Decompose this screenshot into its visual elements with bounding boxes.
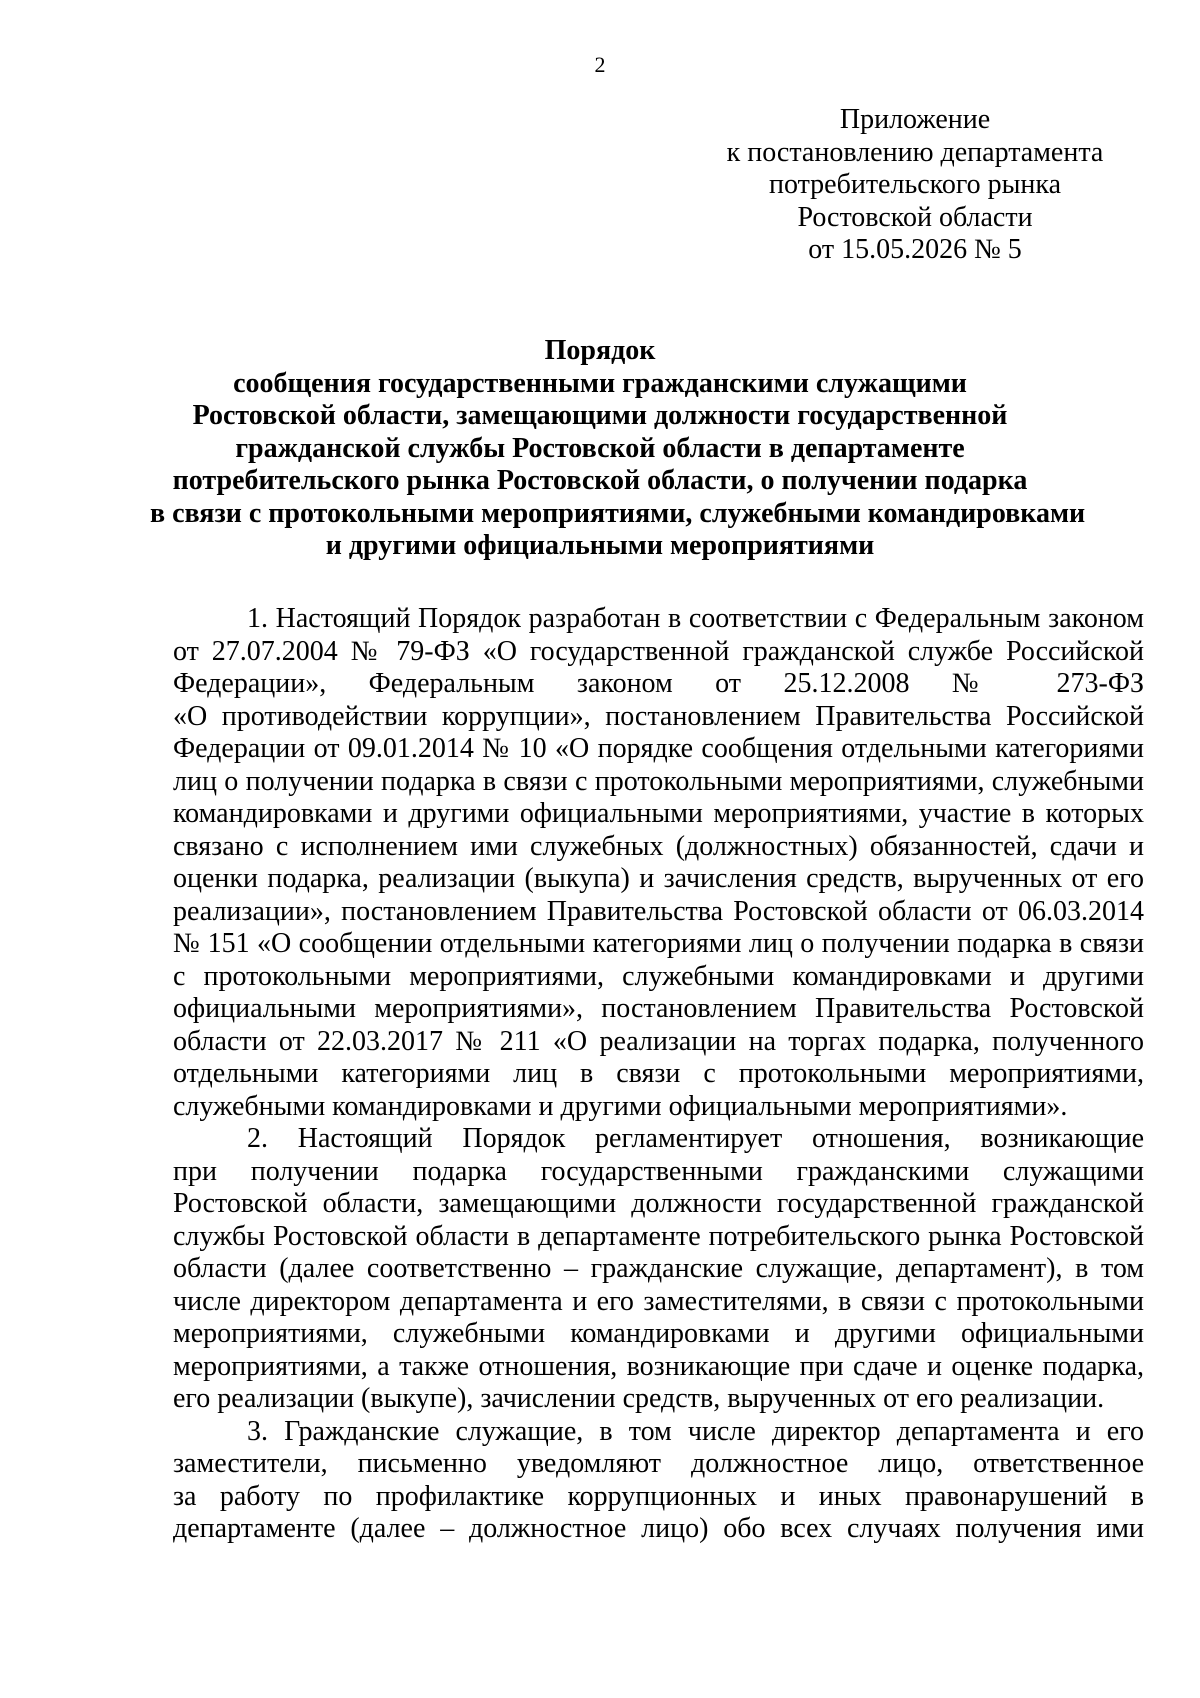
body-line: мероприятиями, а также отношения, возникающие при сдаче и оценке подарка, bbox=[173, 1350, 1144, 1382]
body-line: 1. Настоящий Порядок разработан в соответствии с Федеральным законом bbox=[247, 603, 1144, 634]
title-line: гражданской службы Ростовской области в департаменте bbox=[235, 432, 965, 464]
body-line: 3. Гражданские служащие, в том числе директор департамента и его bbox=[247, 1415, 1144, 1447]
body-line: мероприятиями, служебными командировками и другими официальными bbox=[173, 1318, 1144, 1349]
appendix-line: потребительского рынка bbox=[768, 169, 1062, 200]
body-line: отдельными категориями лиц в связи с протокольными мероприятиями, bbox=[173, 1058, 1144, 1089]
body-line: связано с исполнением ими служебных (должностных) обязанностей, сдачи и bbox=[173, 830, 1144, 862]
title-line: сообщения государственными гражданскими служащими bbox=[233, 367, 967, 399]
body-line: Ростовской области, замещающими должности государственной гражданской bbox=[173, 1188, 1144, 1219]
title-line: в связи с протокольными мероприятиями, служебными командировками bbox=[150, 497, 1086, 529]
body-line: службы Ростовской области в департаменте потребительского рынка Ростовской bbox=[173, 1220, 1144, 1252]
body-line: Федерации от 09.01.2014 № 10 «О порядке сообщения отдельными категориями bbox=[173, 733, 1144, 764]
body-line: реализации», постановлением Правительства Ростовской области от 06.03.2014 bbox=[173, 895, 1144, 927]
body-line: области (далее соответственно – гражданские служащие, департамент), в том bbox=[173, 1253, 1144, 1284]
body-line: оценки подарка, реализации (выкупа) и зачисления средств, вырученных от его bbox=[173, 863, 1144, 894]
body-line: Федерации», Федеральным законом от 25.12.2008 № 273-ФЗ bbox=[173, 668, 1144, 699]
body-line: заместители, письменно уведомляют должностное лицо, ответственное bbox=[173, 1448, 1144, 1479]
body-line: его реализации (выкупе), зачислении средств, вырученных от его реализации. bbox=[173, 1383, 1105, 1414]
appendix-header bbox=[700, 104, 1130, 267]
body-line: № 151 «О сообщении отдельными категориями лиц о получении подарка в связи bbox=[173, 928, 1144, 959]
title-line: и другими официальными мероприятиями bbox=[325, 530, 875, 561]
document-title bbox=[150, 335, 1086, 563]
title-line: потребительского рынка Ростовской области, о получении подарка bbox=[172, 465, 1028, 496]
body-line: 2. Настоящий Порядок регламентирует отношения, возникающие bbox=[247, 1123, 1144, 1154]
title-line: Ростовской области, замещающими должности государственной bbox=[192, 400, 1008, 431]
appendix-line: Приложение bbox=[839, 104, 991, 135]
body-line: «О противодействии коррупции», постановлением Правительства Российской bbox=[173, 700, 1144, 732]
body-line: лиц о получении подарка в связи с протокольными мероприятиями, служебными bbox=[173, 765, 1144, 797]
appendix-line: к постановлению департамента bbox=[726, 136, 1104, 168]
body-line: за работу по профилактике коррупционных и иных правонарушений в bbox=[173, 1480, 1144, 1512]
body-line: при получении подарка государственными гражданскими служащими bbox=[173, 1155, 1144, 1187]
document-body bbox=[173, 603, 1144, 1546]
body-line: от 27.07.2004 № 79-ФЗ «О государственной гражданской службе Российской bbox=[173, 635, 1144, 667]
body-line: числе директором департамента и его заместителями, в связи с протокольными bbox=[173, 1285, 1144, 1317]
body-line: командировками и другими официальными мероприятиями, участие в которых bbox=[173, 798, 1144, 829]
page-number: 2 bbox=[594, 52, 606, 77]
body-line: официальными мероприятиями», постановлением Правительства Ростовской bbox=[173, 993, 1144, 1024]
title-line: Порядок bbox=[544, 335, 656, 366]
appendix-line: от 15.05.2026 № 5 bbox=[808, 234, 1022, 265]
appendix-line: Ростовской области bbox=[797, 201, 1033, 233]
body-line: служебными командировками и другими официальными мероприятиями». bbox=[173, 1090, 1068, 1122]
body-line: с протокольными мероприятиями, служебными командировками и другими bbox=[173, 960, 1144, 992]
body-line: департаменте (далее – должностное лицо) обо всех случаях получения ими bbox=[173, 1513, 1144, 1544]
body-line: области от 22.03.2017 № 211 «О реализации на торгах подарка, полученного bbox=[173, 1025, 1144, 1057]
